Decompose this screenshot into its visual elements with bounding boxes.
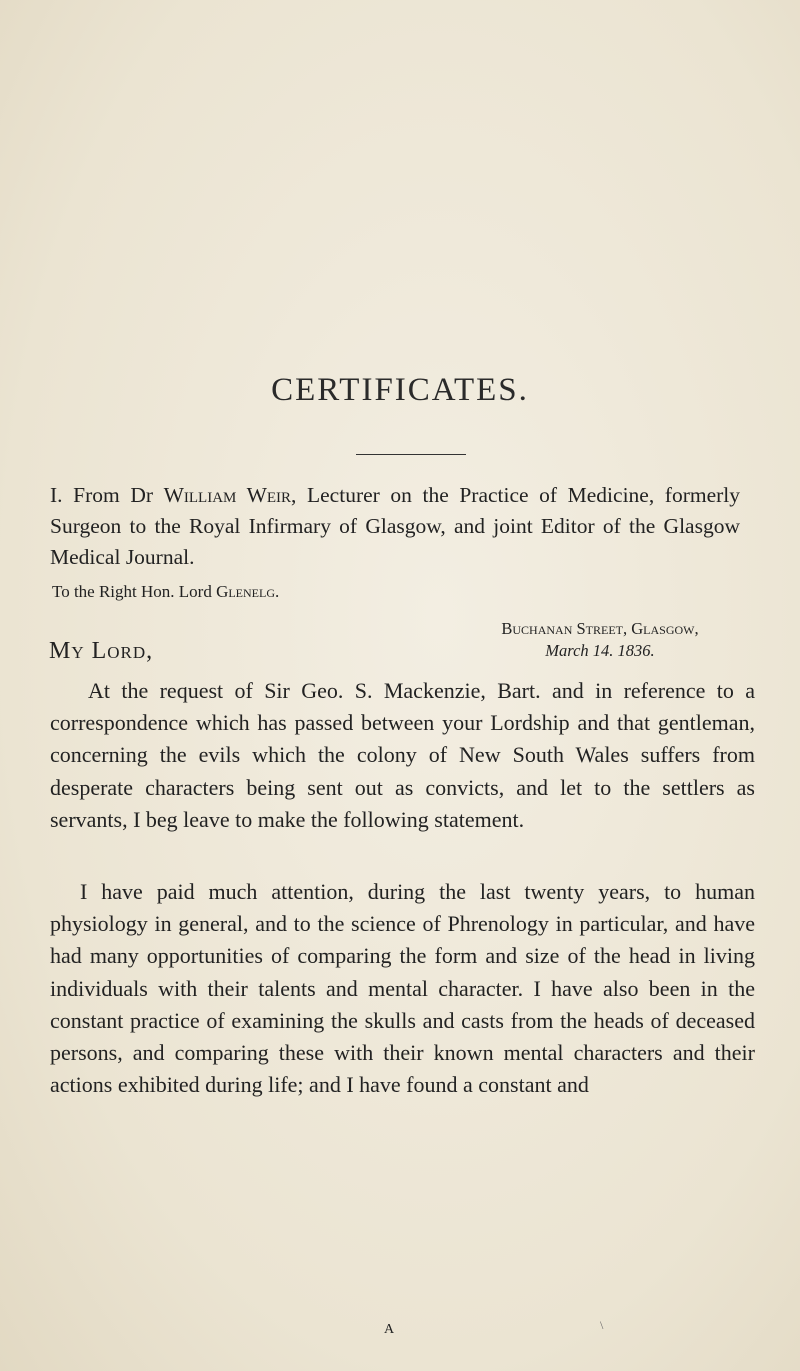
signature-mark: A: [384, 1322, 396, 1337]
letterhead-date: March 14. 1836.: [545, 641, 655, 660]
addressee-prefix: To the Right Hon. Lord: [52, 582, 212, 601]
margin-mark: \: [600, 1318, 604, 1332]
letterhead-place: Buchanan Street, Glasgow,: [501, 619, 699, 638]
paragraph-2: I have paid much attention, during the last twenty years, to human physiology in general, and to the science of Phrenology in particular, and have had many opportunities of comparing the form and size of the head in living individuals with their talents and mental character. I have also been in the constant practice of examining the skulls and casts from the heads of deceased persons, and comparing these with their known mental characters and their actions exhibited during life; and I have found a constant and: [50, 879, 755, 1098]
certificate-credentials: , Lecturer on the Practice of Medicine, formerly Surgeon to the Royal Infirmary of Glasgow, and joint Editor of the Glasgow Medical Journal.: [50, 483, 741, 569]
page-title: CERTIFICATES.: [271, 372, 529, 408]
certificate-intro: [50, 480, 740, 573]
certificate-from: From Dr: [73, 483, 154, 507]
paragraph-1: At the request of Sir Geo. S. Mackenzie, Bart. and in reference to a correspondence which has passed between your Lordship and that gentleman, concerning the evils which the colony of New South Wales suffers from desperate characters being sent out as convicts, and let to the settlers as servants, I beg leave to make the following statement.: [50, 678, 755, 832]
letterhead: [440, 618, 760, 662]
addressee-name: Glenelg.: [216, 582, 280, 601]
certificate-number: I.: [50, 483, 63, 507]
heading-rule: [356, 454, 466, 455]
salutation: My Lord,: [49, 638, 154, 664]
addressee-line: [52, 582, 279, 602]
certificate-author: William Weir: [163, 483, 292, 507]
